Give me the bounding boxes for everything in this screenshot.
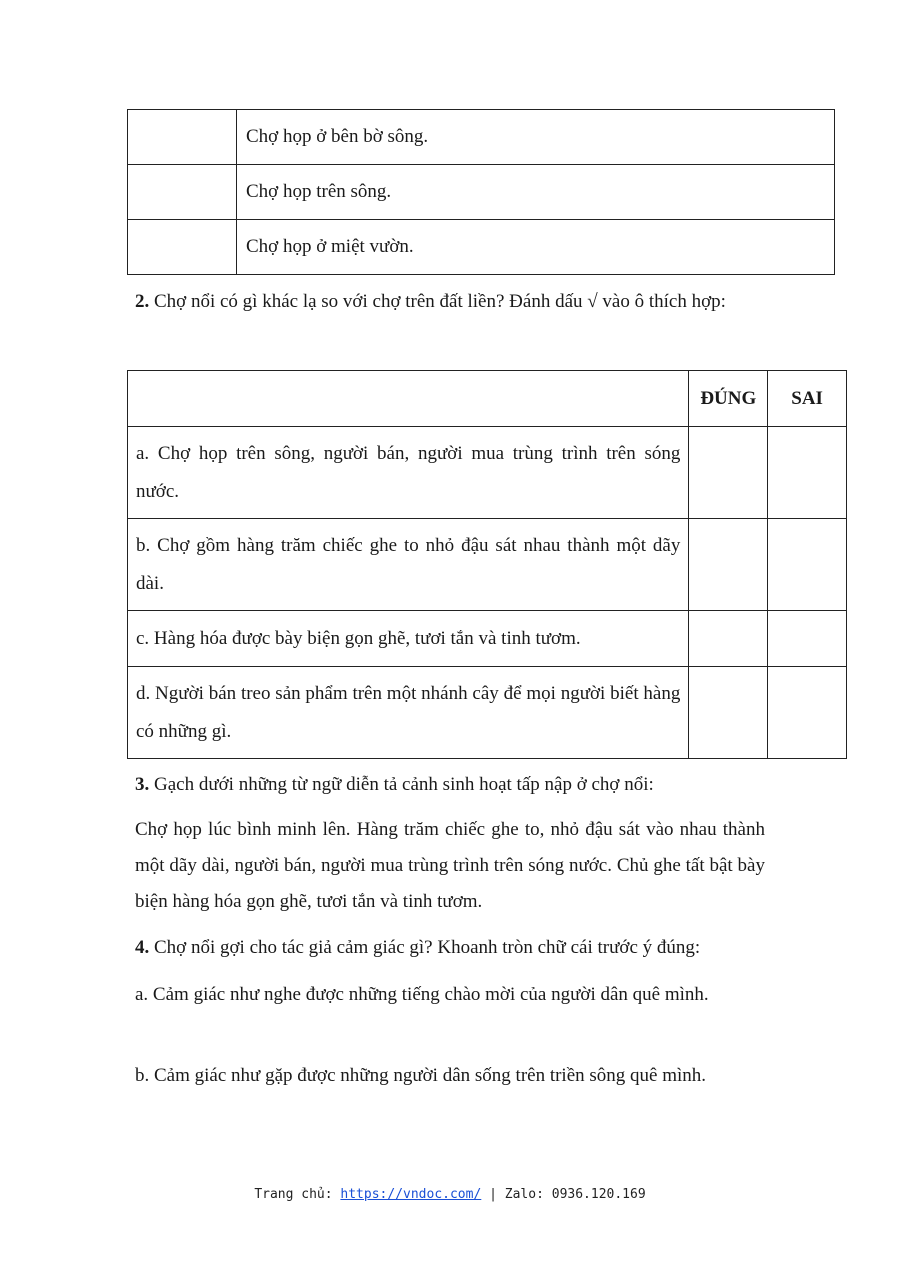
table-row — [128, 220, 835, 275]
header-false: SAI — [768, 371, 847, 427]
question-text: Gạch dưới những từ ngữ diễn tả cảnh sinh hoạt tấp nập ở chợ nổi: — [154, 774, 654, 795]
false-checkbox-cell[interactable] — [768, 519, 847, 611]
statement-text: c. Hàng hóa được bày biện gọn ghẽ, tươi tắn và tinh tươm. — [128, 611, 689, 667]
option-text: Chợ họp trên sông. — [237, 165, 835, 220]
false-checkbox-cell[interactable] — [768, 427, 847, 519]
true-checkbox-cell[interactable] — [689, 427, 768, 519]
statement-text: d. Người bán treo sản phẩm trên một nhánh cây để mọi người biết hàng có những gì. — [128, 667, 689, 759]
footer-contact: Zalo: 0936.120.169 — [504, 1187, 646, 1202]
table-row — [128, 667, 847, 759]
false-checkbox-cell[interactable] — [768, 611, 847, 667]
question-text: Chợ nổi có gì khác lạ so với chợ trên đất liền? Đánh dấu √ vào ô thích hợp: — [154, 291, 726, 312]
empty-header-cell — [128, 371, 689, 427]
statement-text: a. Chợ họp trên sông, người bán, người mua trùng trình trên sóng nước. — [128, 427, 689, 519]
checkbox-cell[interactable] — [128, 220, 237, 275]
page-footer — [0, 1187, 900, 1202]
checkbox-cell[interactable] — [128, 165, 237, 220]
option-text: Chợ họp ở miệt vườn. — [237, 220, 835, 275]
question-number: 3. — [135, 774, 150, 795]
table-row — [128, 110, 835, 165]
question-4 — [135, 930, 765, 966]
footer-separator: | — [481, 1187, 505, 1202]
market-location-table — [127, 109, 835, 275]
option-text: Chợ họp ở bên bờ sông. — [237, 110, 835, 165]
answer-option-b[interactable]: b. Cảm giác như gặp được những người dân sống trên triền sông quê mình. — [135, 1065, 707, 1086]
header-true: ĐÚNG — [689, 371, 768, 427]
table-header-row — [128, 371, 847, 427]
checkbox-cell[interactable] — [128, 110, 237, 165]
true-false-table — [127, 370, 847, 759]
question-2 — [135, 284, 765, 320]
true-checkbox-cell[interactable] — [689, 519, 768, 611]
passage: Chợ họp lúc bình minh lên. Hàng trăm chiếc ghe to, nhỏ đậu sát vào nhau thành một dãy dài, người bán, người mua trùng trình trên sóng nước. Chủ ghe tất bật bày biện hàng hóa gọn ghẽ, tươi tắn và tinh tươm. — [135, 819, 765, 912]
true-checkbox-cell[interactable] — [689, 667, 768, 759]
answer-option-a[interactable]: a. Cảm giác như nghe được những tiếng chào mời của người dân quê mình. — [135, 984, 709, 1005]
table-row — [128, 519, 847, 611]
question-number: 2. — [135, 291, 150, 312]
question-text: Chợ nổi gợi cho tác giả cảm giác gì? Khoanh tròn chữ cái trước ý đúng: — [154, 937, 701, 958]
homepage-link[interactable]: https://vndoc.com/ — [340, 1187, 482, 1202]
true-checkbox-cell[interactable] — [689, 611, 768, 667]
false-checkbox-cell[interactable] — [768, 667, 847, 759]
question-number: 4. — [135, 937, 150, 958]
table-row — [128, 427, 847, 519]
footer-label: Trang chủ: — [254, 1187, 341, 1202]
table-row — [128, 165, 835, 220]
statement-text: b. Chợ gồm hàng trăm chiếc ghe to nhỏ đậu sát nhau thành một dãy dài. — [128, 519, 689, 611]
question-3 — [135, 767, 765, 803]
table-row — [128, 611, 847, 667]
